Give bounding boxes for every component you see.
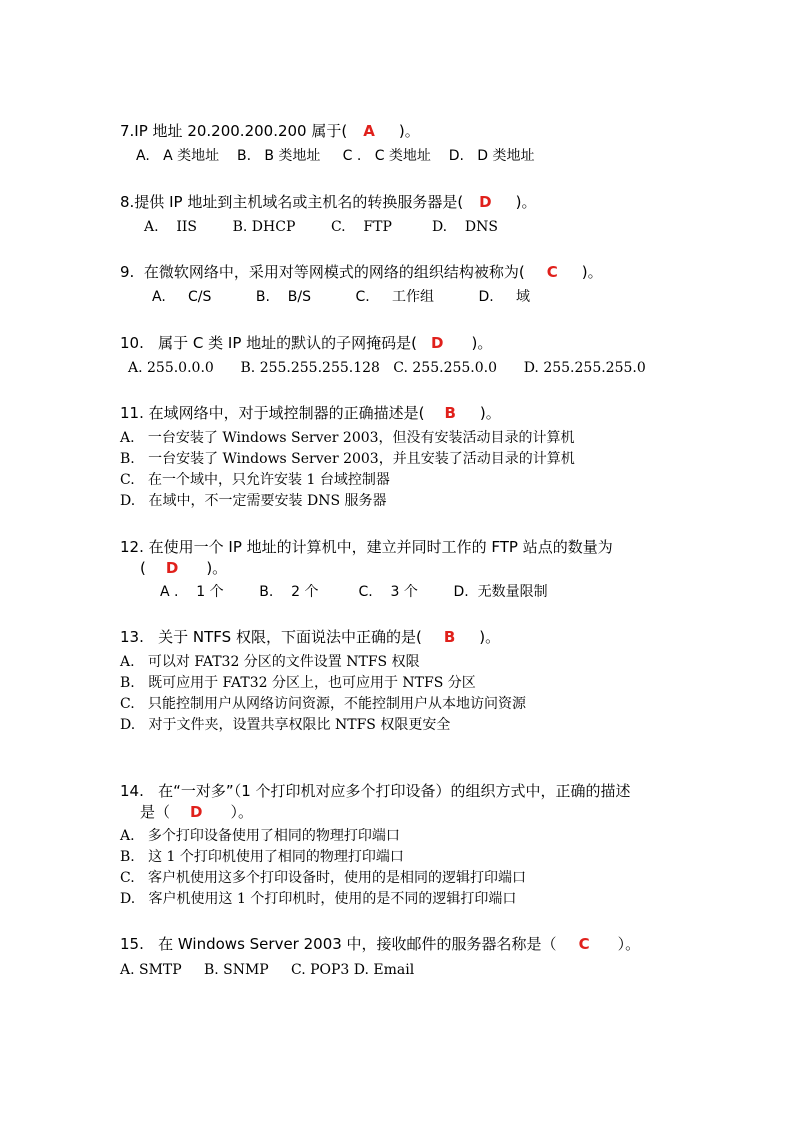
question-stem-text: 15. 在 Windows Server 2003 中，接收邮件的服务器名称是（ <box>120 935 557 953</box>
question-12-options: A . 1 个 B. 2 个 C. 3 个 D. 无数量限制 <box>160 584 548 600</box>
question-stem-text: 10. 属于 C 类 IP 地址的默认的子网掩码是( <box>120 334 418 352</box>
question-14-stem-continued <box>140 802 253 822</box>
question-8-stem <box>120 192 536 212</box>
question-stem-end: )。 <box>479 628 501 646</box>
question-stem-end: )。 <box>206 559 228 577</box>
question-12-stem-continued <box>140 558 227 578</box>
question-stem-text: 11. 在域网络中，对于域控制器的正确描述是( <box>120 404 425 422</box>
question-14-option-d: D. 客户机使用这 1 个打印机时，使用的是不同的逻辑打印端口 <box>120 891 517 907</box>
question-8-options: A. IIS B. DHCP C. FTP D. DNS <box>144 219 498 235</box>
question-7-stem <box>120 121 420 141</box>
question-11-option-d: D. 在域中，不一定需要安装 DNS 服务器 <box>120 493 387 509</box>
question-10-options: A. 255.0.0.0 B. 255.255.255.128 C. 255.255.0.0 D. 255.255.255.0 <box>128 360 646 376</box>
question-stem-end: )。 <box>471 334 493 352</box>
question-stem-end: )。 <box>515 193 537 211</box>
question-10-stem <box>120 333 492 353</box>
question-stem-end: ）。 <box>230 803 253 821</box>
question-stem-end: )。 <box>479 404 501 422</box>
answer-mark: C <box>578 935 590 953</box>
question-15-stem <box>120 934 640 954</box>
question-7-options: A. A 类地址 B. B 类地址 C . C 类地址 D. D 类地址 <box>136 148 535 164</box>
question-11-option-c: C. 在一个域中，只允许安装 1 台域控制器 <box>120 472 390 488</box>
question-14-stem: 14. 在“一对多”（1 个打印机对应多个打印设备）的组织方式中，正确的描述 <box>120 782 631 800</box>
question-15-options: A. SMTP B. SNMP C. POP3 D. Email <box>120 962 415 978</box>
question-stem-text: 7.IP 地址 20.200.200.200 属于( <box>120 122 348 140</box>
question-stem-text: 8.提供 IP 地址到主机域名或主机名的转换服务器是( <box>120 193 464 211</box>
answer-mark: C <box>546 263 558 281</box>
question-14-option-c: C. 客户机使用这多个打印设备时，使用的是相同的逻辑打印端口 <box>120 870 527 886</box>
answer-mark: D <box>165 559 179 577</box>
question-9-stem <box>120 262 603 282</box>
answer-mark: B <box>444 404 456 422</box>
question-stem-text: ( <box>140 559 146 577</box>
question-stem-end: )。 <box>581 263 603 281</box>
answer-mark: B <box>443 628 456 646</box>
question-stem-text: 9. 在微软网络中，采用对等网模式的网络的组织结构被称为( <box>120 263 525 281</box>
question-14-option-b: B. 这 1 个打印机使用了相同的物理打印端口 <box>120 849 404 865</box>
question-13-option-d: D. 对于文件夹，设置共享权限比 NTFS 权限更安全 <box>120 717 451 733</box>
answer-mark: D <box>190 803 203 821</box>
question-13-option-b: B. 既可应用于 FAT32 分区上，也可应用于 NTFS 分区 <box>120 675 476 691</box>
question-11-stem <box>120 403 501 423</box>
question-12-stem: 12. 在使用一个 IP 地址的计算机中，建立并同时工作的 FTP 站点的数量为 <box>120 538 613 556</box>
question-11-option-b: B. 一台安装了 Windows Server 2003，并且安装了活动目录的计算机 <box>120 451 575 467</box>
question-11-option-a: A. 一台安装了 Windows Server 2003，但没有安装活动目录的计算机 <box>120 430 575 446</box>
question-stem-text: 13. 关于 NTFS 权限，下面说法中正确的是( <box>120 628 422 646</box>
answer-mark: A <box>363 122 375 140</box>
question-stem-end: ）。 <box>617 935 641 953</box>
question-13-stem <box>120 627 500 647</box>
question-9-options: A. C/S B. B/S C. 工作组 D. 域 <box>152 289 530 305</box>
question-stem-text: 是（ <box>140 803 171 821</box>
answer-mark: D <box>431 334 444 352</box>
question-13-option-c: C. 只能控制用户从网络访问资源，不能控制用户从本地访问资源 <box>120 696 527 712</box>
question-14-option-a: A. 多个打印设备使用了相同的物理打印端口 <box>120 828 400 844</box>
answer-mark: D <box>479 193 492 211</box>
question-stem-end: )。 <box>398 122 420 140</box>
question-13-option-a: A. 可以对 FAT32 分区的文件设置 NTFS 权限 <box>120 654 420 670</box>
